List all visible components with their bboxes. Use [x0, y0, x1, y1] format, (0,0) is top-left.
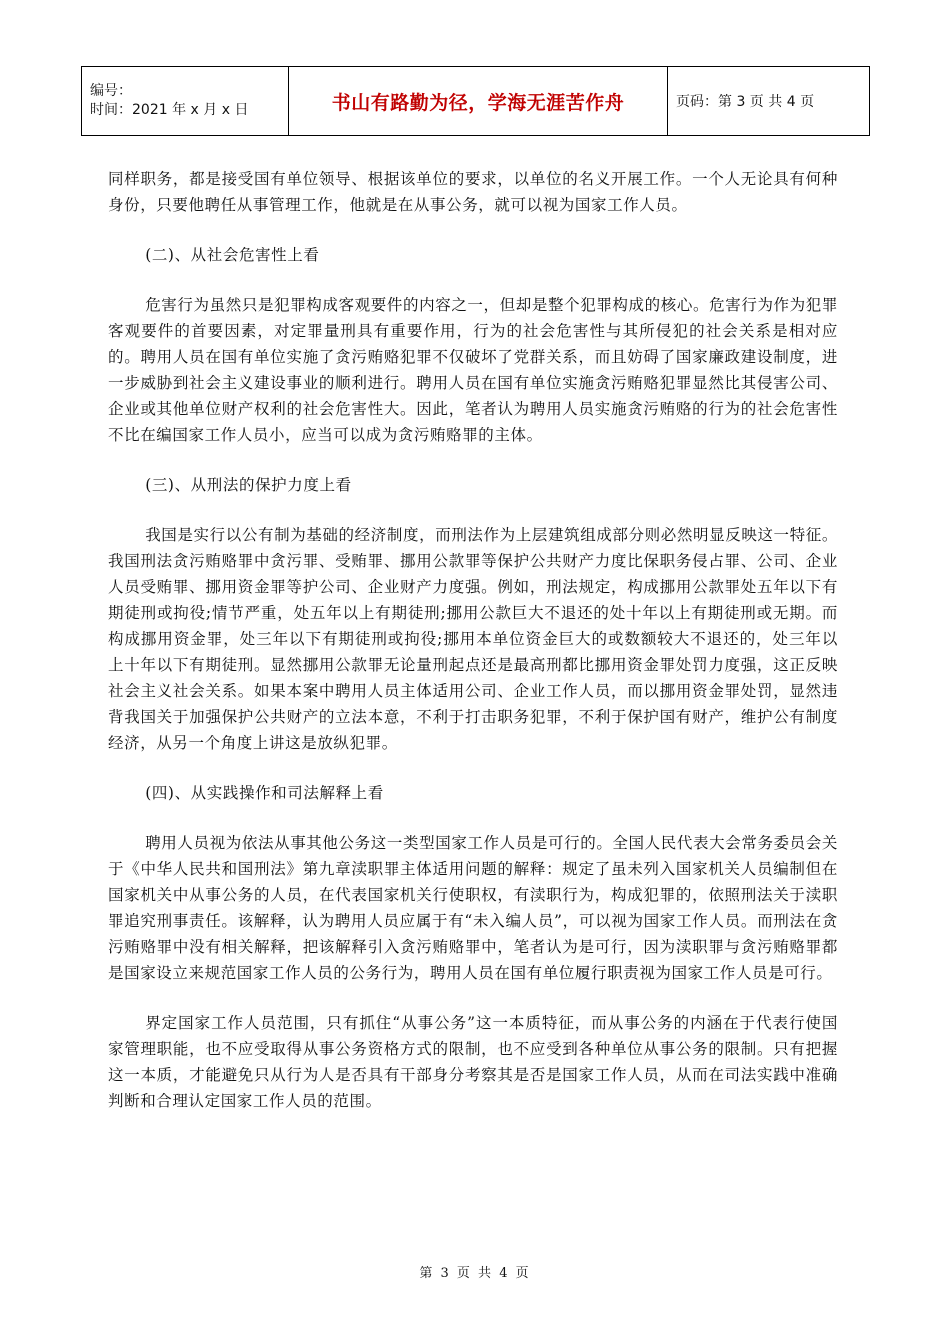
- document-date-label: 时间：2021 年 x 月 x 日: [90, 102, 249, 118]
- header-motto: 书山有路勤为径，学海无涯苦作舟: [289, 67, 668, 136]
- header-meta-cell: [82, 67, 289, 136]
- paragraph-judicial-interpretation: 聘用人员视为依法从事其他公务这一类型国家工作人员是可行的。全国人民代表大会常务委员会关于《中华人民共和国刑法》第九章渎职罪主体适用问题的解释：规定了虽未列入国家机关人员编制但在国家机关中从事公务的人员，在代表国家机关行使职权，有渎职行为，构成犯罪的，依照刑法关于渎职罪追究刑事责任。该解释，认为聘用人员应属于有“未入编人员”，可以视为国家工作人员。而刑法在贪污贿赂罪中没有相关解释，把该解释引入贪污贿赂罪中，笔者认为是可行，因为渎职罪与贪污贿赂罪都是国家设立来规范国家工作人员的公务行为，聘用人员在国有单位履行职责视为国家工作人员是可行。: [108, 834, 838, 982]
- section-heading-4: (四)、从实践操作和司法解释上看: [145, 784, 384, 802]
- section-heading-2: (二)、从社会危害性上看: [145, 246, 320, 264]
- paragraph-criminal-law-protection: 我国是实行以公有制为基础的经济制度，而刑法作为上层建筑组成部分则必然明显反映这一特征。我国刑法贪污贿赂罪中贪污罪、受贿罪、挪用公款罪等保护公共财产力度比保职务侵占罪、公司、企业人员受贿罪、挪用资金罪等护公司、企业财产力度强。例如，刑法规定，构成挪用公款罪处五年以下有期徒刑或拘役;情节严重，处五年以上有期徒刑;挪用公款巨大不退还的处十年以上有期徒刑或无期。而构成挪用资金罪，处三年以下有期徒刑或拘役;挪用本单位资金巨大的或数额较大不退还的，处三年以上十年以下有期徒刑。显然挪用公款罪无论量刑起点还是最高刑都比挪用资金罪处罚力度强，这正反映社会主义社会关系。如果本案中聘用人员主体适用公司、企业工作人员，而以挪用资金罪处罚，显然违背我国关于加强保护公共财产的立法本意，不利于打击职务犯罪，不利于保护国有财产，维护公有制度经济，从另一个角度上讲这是放纵犯罪。: [108, 526, 838, 752]
- paragraph-continuation: 同样职务，都是接受国有单位领导、根据该单位的要求，以单位的名义开展工作。一个人无论具有何种身份，只要他聘任从事管理工作，他就是在从事公务，就可以视为国家工作人员。: [108, 170, 838, 214]
- document-number-label: 编号：: [90, 83, 132, 99]
- page-footer: 第 3 页 共 4 页: [419, 1266, 531, 1281]
- paragraph-social-harm: 危害行为虽然只是犯罪构成客观要件的内容之一，但却是整个犯罪构成的核心。危害行为作为犯罪客观要件的首要因素，对定罪量刑具有重要作用，行为的社会危害性与其所侵犯的社会关系是相对应的。聘用人员在国有单位实施了贪污贿赂犯罪不仅破坏了党群关系，而且妨碍了国家廉政建设制度，进一步威胁到社会主义建设事业的顺利进行。聘用人员在国有单位实施贪污贿赂犯罪显然比其侵害公司、企业或其他单位财产权利的社会危害性大。因此，笔者认为聘用人员实施贪污贿赂的行为的社会危害性不比在编国家工作人员小，应当可以成为贪污贿赂罪的主体。: [108, 296, 838, 444]
- document-body: [108, 166, 838, 1138]
- section-heading-3: (三)、从刑法的保护力度上看: [145, 476, 352, 494]
- header-page-info: 页码：第 3 页 共 4 页: [668, 67, 870, 136]
- document-header: [81, 66, 870, 136]
- paragraph-conclusion: 界定国家工作人员范围，只有抓住“从事公务”这一本质特征，而从事公务的内涵在于代表行使国家管理职能，也不应受取得从事公务资格方式的限制，也不应受到各种单位从事公务的限制。只有把握这一本质，才能避免只从行为人是否具有干部身分考察其是否是国家工作人员，从而在司法实践中准确判断和合理认定国家工作人员的范围。: [108, 1014, 838, 1110]
